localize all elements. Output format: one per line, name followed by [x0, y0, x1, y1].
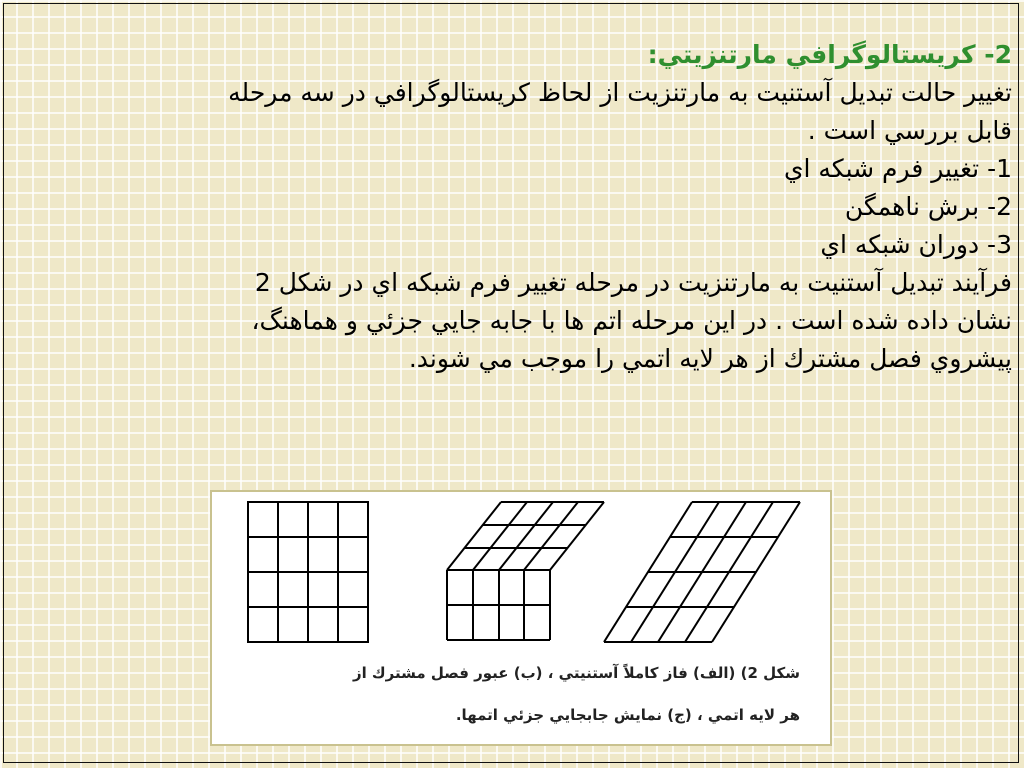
- text-line-7: نشان داده شده است . در اين مرحله اتم ها با جابه جايي جزئي و هماهنگ،: [251, 306, 1012, 335]
- list-item-3: 3- دوران شبكه اي: [820, 230, 1012, 259]
- text-line-1: تغيير حالت تبديل آستنيت به مارتنزيت از لحاظ كريستالوگرافي در سه مرحله: [228, 78, 1012, 107]
- slide-heading: 2- كريستالوگرافي مارتنزيتي:: [647, 40, 1012, 69]
- list-item-1: 1- تغيير فرم شبكه اي: [783, 154, 1012, 183]
- lattice-austenite: [248, 502, 368, 642]
- text-line-2: قابل بررسي است .: [807, 116, 1012, 145]
- text-line-8: پيشروي فصل مشترك از هر لايه اتمي را موجب مي شوند.: [408, 344, 1012, 373]
- figure-caption-line-1: شكل 2) (الف) فاز كاملاً آستنيتي ، (ب) عبور فصل مشترك از: [352, 664, 800, 682]
- text-line-6: فرآيند تبديل آستنيت به مارتنزيت در مرحله تغيير فرم شبكه اي در شكل 2: [254, 268, 1012, 297]
- lattice-figure: [210, 490, 832, 746]
- figure-caption-line-2: هر لايه اتمي ، (ج) نمايش جابجايي جزئي اتمها.: [455, 706, 800, 724]
- lattice-partial-shear: [447, 502, 604, 640]
- list-item-2: 2- برش ناهمگن: [844, 192, 1012, 221]
- lattice-sheared: [604, 502, 800, 642]
- slide-text: [20, 36, 1012, 378]
